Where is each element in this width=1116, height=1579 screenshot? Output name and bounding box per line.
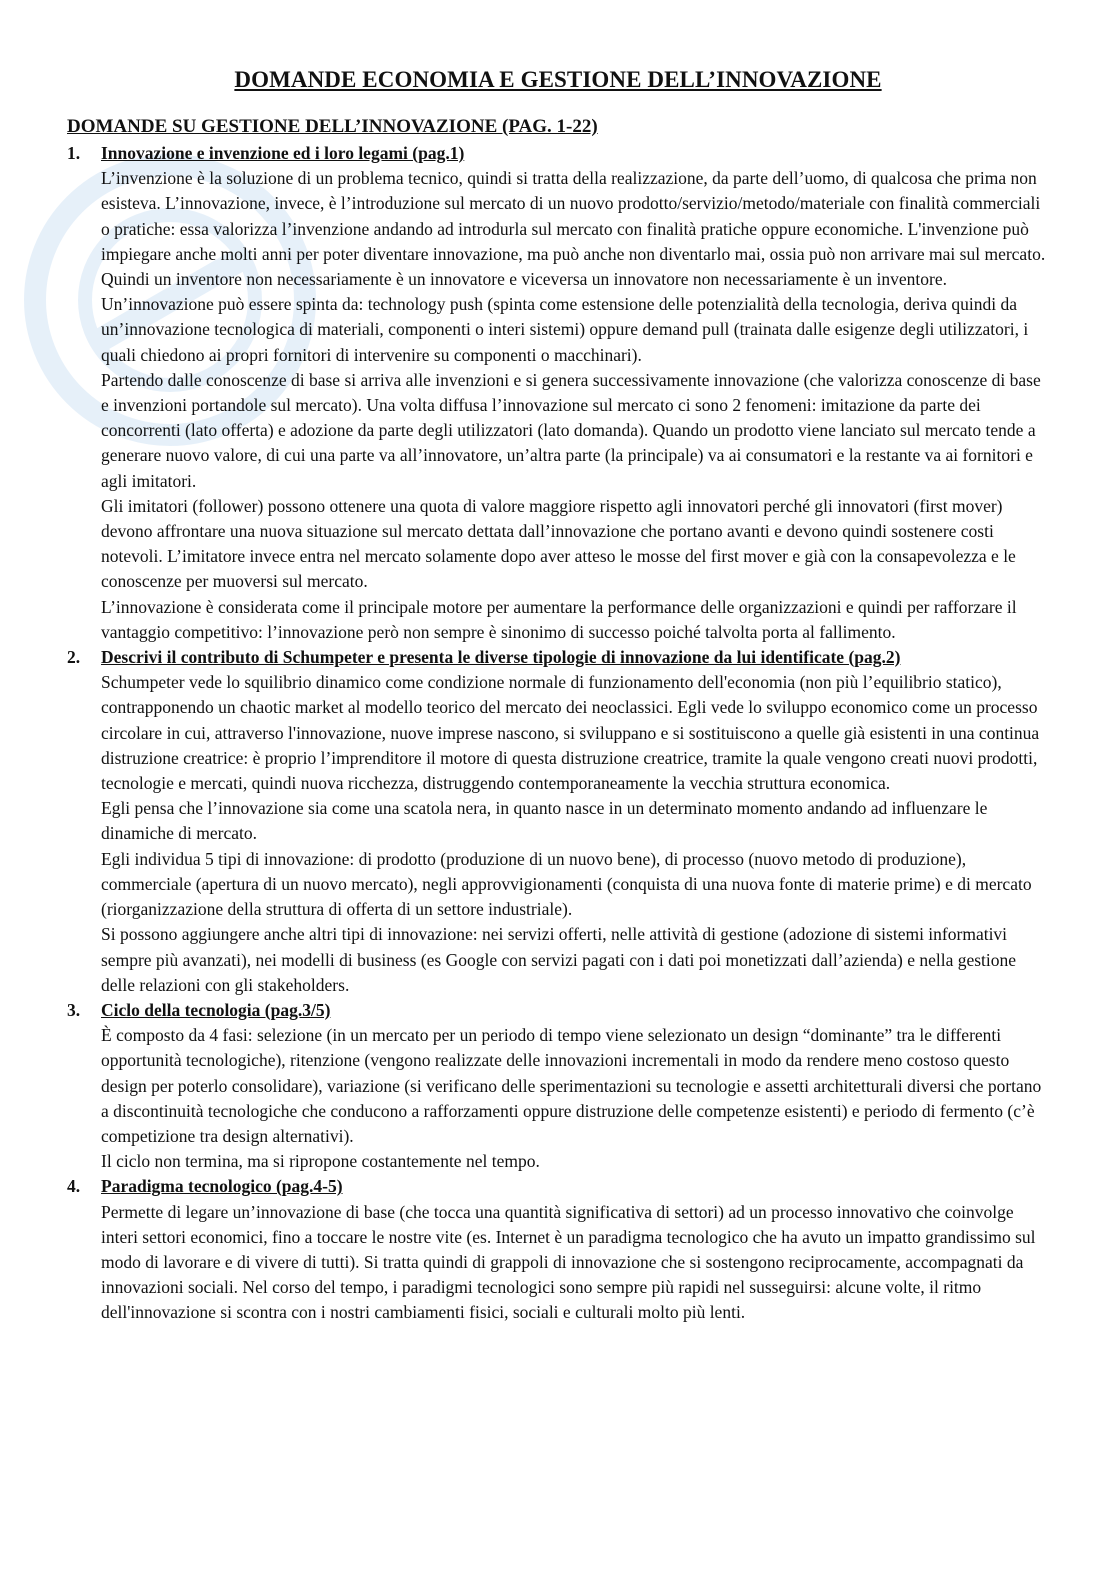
question-heading: Ciclo della tecnologia (pag.3/5) xyxy=(101,999,331,1020)
question-number: 1. xyxy=(67,143,81,163)
question-number: 2. xyxy=(67,647,81,668)
document-title: DOMANDE ECONOMIA E GESTIONE DELL’INNOVAZIONE xyxy=(234,67,882,92)
question-heading: Paradigma tecnologico (pag.4-5) xyxy=(101,1176,343,1197)
question-item xyxy=(67,141,1052,645)
question-number: 4. xyxy=(67,1176,81,1197)
question-number: 3. xyxy=(67,999,81,1020)
answer-paragraph: È composto da 4 fasi: selezione (in un mercato per un periodo di tempo viene selezionato un design “dominante” tra le differenti opportunità tecnologiche), ritenzione (vengono realizzate delle innovazioni incrementali in modo da rendere meno costoso questo design per poterlo consolidare), variazione (si verificano delle sperimentazioni su tecnologie e assetti architetturali diversi che portano a discontinuità tecnologiche che conducono a rafforzamenti oppure distruzione delle competenze esistenti) e periodo di fermento (c’è competizione tra design alternativi). xyxy=(101,1025,1042,1146)
answer-paragraph: Il ciclo non termina, ma si ripropone costantemente nel tempo. xyxy=(101,1151,540,1172)
section-title: DOMANDE SU GESTIONE DELL’INNOVAZIONE (PAG. 1-22) xyxy=(67,116,598,137)
question-heading: Innovazione e invenzione ed i loro legami (pag.1) xyxy=(101,143,465,163)
answer-paragraph: Egli individua 5 tipi di innovazione: di prodotto (produzione di un nuovo bene), di processo (nuovo metodo di produzione), commerciale (apertura di un nuovo mercato), negli approvvigionamenti (conquista di una nuova fonte di materie prime) e di mercato (riorganizzazione della struttura di offerta di un settore industriale). xyxy=(101,848,1032,920)
question-heading: Descrivi il contributo di Schumpeter e presenta le diverse tipologie di innovazione da lui identificate (pag.2) xyxy=(101,647,901,668)
answer-paragraph: Partendo dalle conoscenze di base si arriva alle invenzioni e si genera successivamente innovazione (che valorizza conoscenze di base e invenzioni portandole sul mercato). Una volta diffusa l’innovazione sul mercato ci sono 2 fenomeni: imitazione da parte dei concorrenti (lato offerta) e adozione da parte degli utilizzatori (lato domanda). Quando un prodotto viene lanciato sul mercato tende a generare nuovo valore, di cui una parte va all’innovatore, un’altra parte (la principale) va ai consumatori e la restante va ai fornitori e agli imitatori. xyxy=(101,369,1041,491)
question-item xyxy=(67,645,1052,998)
answer-paragraph: Un’innovazione può essere spinta da: technology push (spinta come estensione delle potenzialità della tecnologia, deriva quindi da un’innovazione tecnologica di materiali, componenti o interi sistemi) oppure demand pull (trainata dalle esigenze degli utilizzatori, i quali chiedono ai propri fornitori di intervenire su componenti o macchinari). xyxy=(101,294,1029,365)
answer-paragraph: Schumpeter vede lo squilibrio dinamico come condizione normale di funzionamento dell'economia (non più l’equilibrio statico), contrapponendo un chaotic market al modello teorico del mercato dei neoclassici. Egli vede lo sviluppo economico come un processo circolare in cui, attraverso l'innovazione, nuove imprese nascono, si sviluppano e si sostituiscono a quelle già esistenti in una continua distruzione creatrice: è proprio l’imprenditore il motore di questa distruzione creatrice, tramite la quale vengono creati nuovi prodotti, tecnologie e mercati, quindi nuova ricchezza, distruggendo contemporaneamente la vecchia struttura economica. xyxy=(101,672,1040,794)
answer-paragraph: Egli pensa che l’innovazione sia come una scatola nera, in quanto nasce in un determinato momento andando ad influenzare le dinamiche di mercato. xyxy=(101,798,988,844)
question-item xyxy=(67,1174,1052,1325)
answer-paragraph: Permette di legare un’innovazione di base (che tocca una quantità significativa di settori) ad un processo innovativo che coinvolge interi settori economici, fino a toccare le nostre vite (es. Internet è un paradigma tecnologico che ha avuto un impatto grandissimo sul modo di lavorare e di vivere di tutti). Si tratta quindi di grappoli di innovazione che si sostengono reciprocamente, accompagnati da innovazioni sociali. Nel corso del tempo, i paradigmi tecnologici sono sempre più rapidi nel susseguirsi: alcune volte, il ritmo dell'innovazione si scontra con i nostri cambiamenti fisici, sociali e culturali molto più lenti. xyxy=(101,1201,1036,1323)
question-item xyxy=(67,998,1052,1174)
answer-paragraph: Gli imitatori (follower) possono ottenere una quota di valore maggiore rispetto agli innovatori perché gli innovatori (first mover) devono affrontare una nuova situazione sul mercato dettata dall’innovazione che portano avanti e devono quindi sostenere costi notevoli. L’imitatore invece entra nel mercato solamente dopo aver atteso le mosse del first mover e già con la consapevolezza e le conoscenze per muoversi sul mercato. xyxy=(101,495,1016,592)
answer-paragraph: L’innovazione è considerata come il principale motore per aumentare la performance delle organizzazioni e quindi per rafforzare il vantaggio competitivo: l’innovazione però non sempre è sinonimo di successo poiché talvolta porta al fallimento. xyxy=(101,596,1017,642)
question-list xyxy=(67,141,1052,1326)
answer-paragraph: Si possono aggiungere anche altri tipi di innovazione: nei servizi offerti, nelle attività di gestione (adozione di sistemi informativi sempre più avanzati), nei modelli di business (es Google con servizi pagati con i dati poi monetizzati dall’azienda) e nella gestione delle relazioni con gli stakeholders. xyxy=(101,924,1017,995)
answer-paragraph: L’invenzione è la soluzione di un problema tecnico, quindi si tratta della realizzazione, da parte dell’uomo, di qualcosa che prima non esisteva. L’innovazione, invece, è l’introduzione sul mercato di un nuovo prodotto/servizio/metodo/materiale con finalità commerciali o pratiche: essa valorizza l’invenzione andando ad introdurla sul mercato con finalità pratiche oppure economiche. L'invenzione può impiegare anche molti anni per poter diventare innovazione, ma può anche non diventarlo mai, ossia può non arrivare mai sul mercato. Quindi un inventore non necessariamente è un innovatore e viceversa un innovatore non necessariamente è un inventore. xyxy=(101,168,1046,290)
